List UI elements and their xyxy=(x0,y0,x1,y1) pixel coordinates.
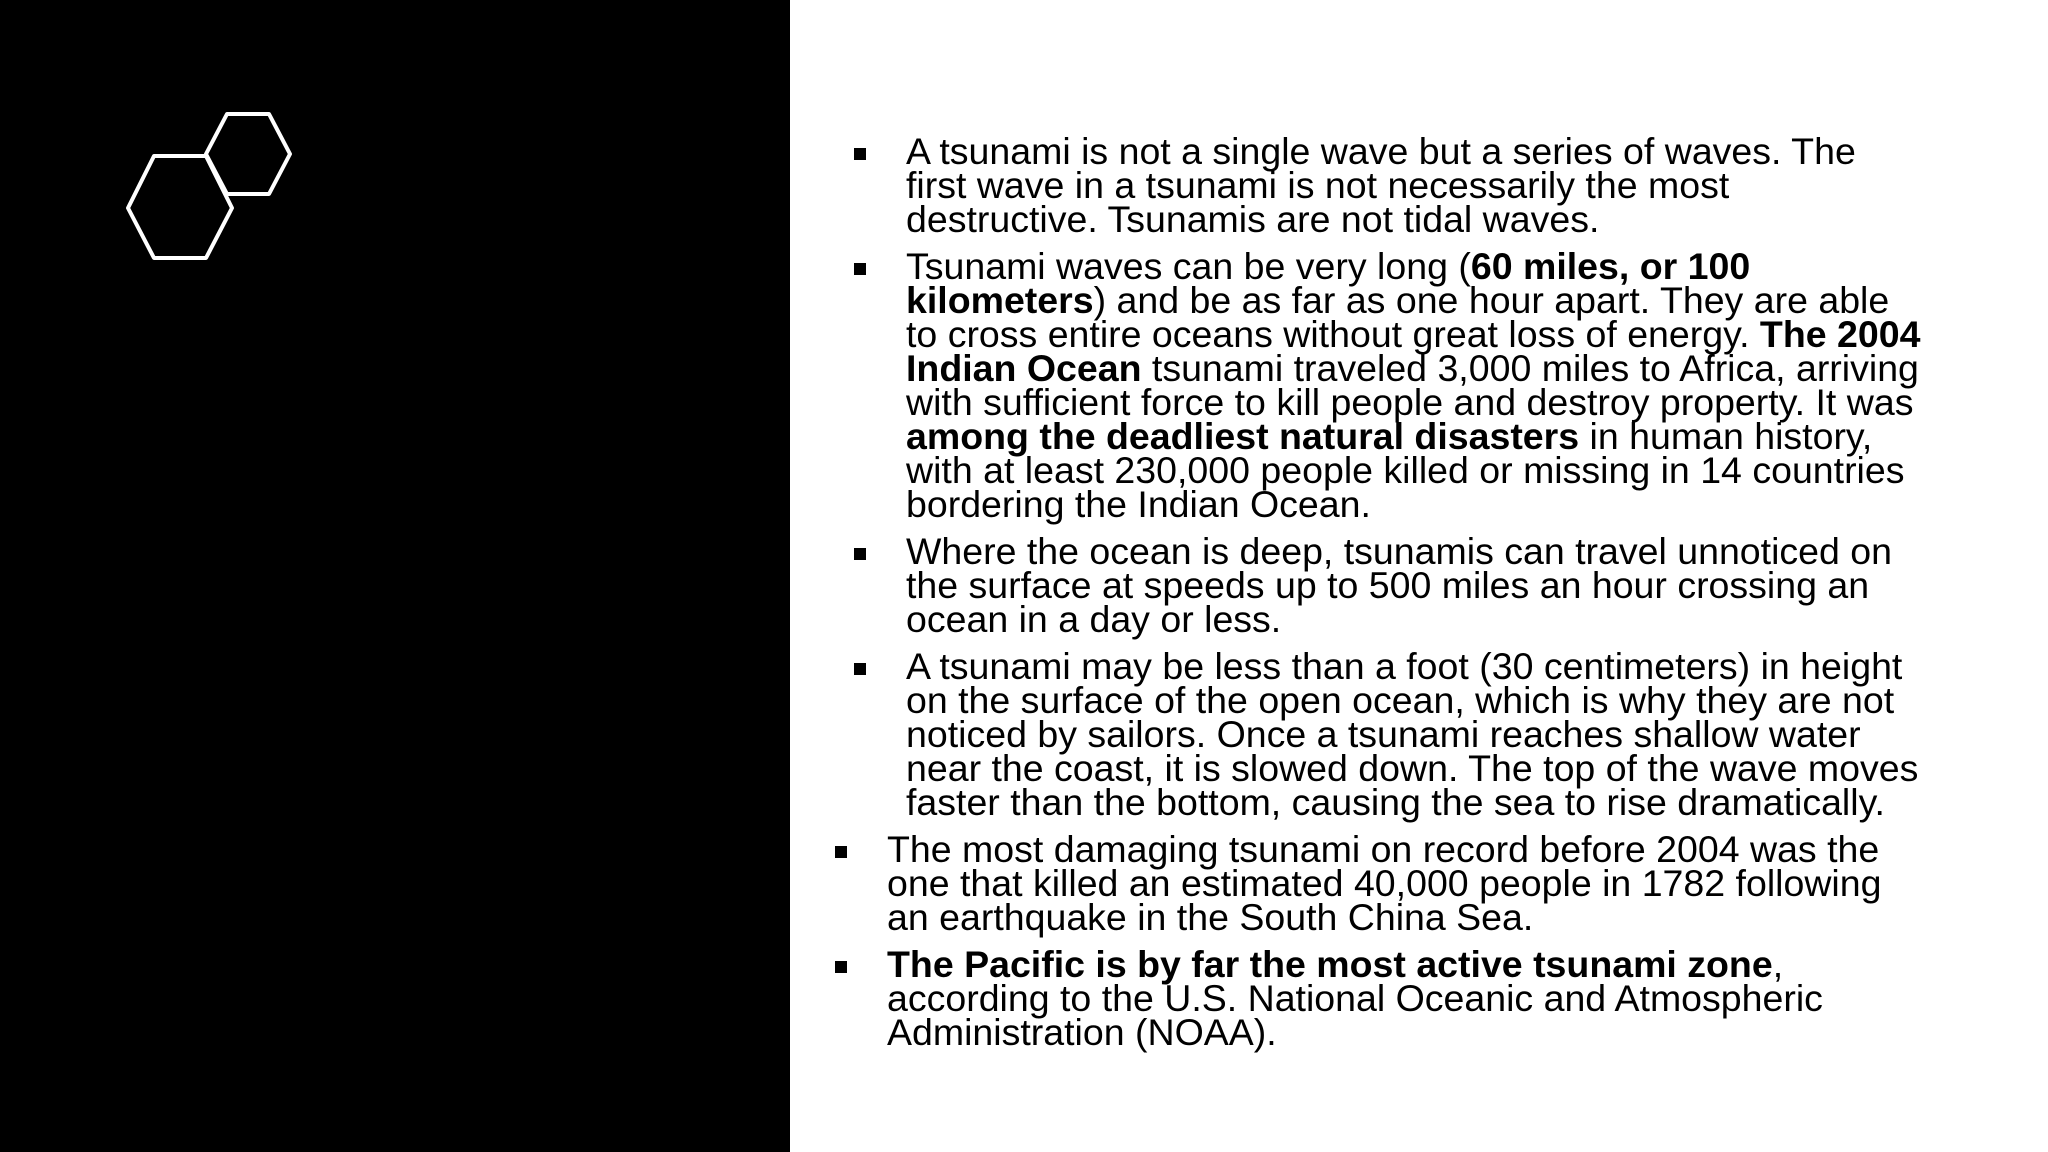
text: faster than the bottom, causing the sea to rise dramatically. xyxy=(906,781,1885,823)
bullet-text-line xyxy=(906,313,2020,355)
bullet-square-icon xyxy=(854,663,866,675)
bullet-text-line xyxy=(906,564,2020,606)
bold-text: kilometers xyxy=(906,279,1094,321)
text: first wave in a tsunami is not necessarily the most xyxy=(906,164,1730,206)
text: the surface at speeds up to 500 miles an hour crossing an xyxy=(906,564,1870,606)
bullet-square-icon xyxy=(835,961,847,973)
text: on the surface of the open ocean, which is why they are not xyxy=(906,679,1895,721)
bullet-text-line xyxy=(906,598,2020,640)
bullet-text-line xyxy=(906,245,2020,287)
bullet-text-line xyxy=(906,347,2020,389)
bullet-item xyxy=(830,245,2020,525)
text: an earthquake in the South China Sea. xyxy=(887,896,1534,938)
text: one that killed an estimated 40,000 people in 1782 following xyxy=(887,862,1882,904)
text: near the coast, it is slowed down. The top of the wave moves xyxy=(906,747,1919,789)
text: Tsunami waves can be very long ( xyxy=(906,245,1471,287)
bold-text: among the deadliest natural disasters xyxy=(906,415,1580,457)
left-black-panel xyxy=(0,0,790,1152)
bullet-text-line xyxy=(906,747,2020,789)
bullet-text-line xyxy=(906,679,2020,721)
bullet-square-icon xyxy=(854,148,866,160)
bullet-item xyxy=(830,943,2020,1053)
text: Where the ocean is deep, tsunamis can travel unnoticed on xyxy=(906,530,1893,572)
bullet-item xyxy=(830,828,2020,938)
bullet-item xyxy=(830,530,2020,640)
bullet-square-icon xyxy=(854,548,866,560)
text: noticed by sailors. Once a tsunami reaches shallow water xyxy=(906,713,1861,755)
bullet-text-line xyxy=(887,862,2020,904)
hexagon-outline-icons xyxy=(124,108,334,268)
bullet-text-line xyxy=(906,483,2020,525)
bold-text: 60 miles, or 100 xyxy=(1470,245,1751,287)
bullet-text-line xyxy=(906,415,2020,457)
bullet-text-line xyxy=(906,164,2020,206)
bullet-text-line xyxy=(887,828,2020,870)
text: A tsunami is not a single wave but a series of waves. The xyxy=(906,130,1856,172)
text: with sufficient force to kill people and destroy property. It was xyxy=(906,381,1914,423)
text: A tsunami may be less than a foot (30 centimeters) in height xyxy=(906,645,1903,687)
bullet-text-line xyxy=(906,781,2020,823)
bullet-text-line xyxy=(906,279,2020,321)
bullet-text-line xyxy=(906,713,2020,755)
text: , xyxy=(1772,943,1784,985)
text: to cross entire oceans without great loss of energy. xyxy=(906,313,1760,355)
bold-text: The 2004 xyxy=(1759,313,1921,355)
bullet-text-line xyxy=(887,1011,2020,1053)
bullet-square-icon xyxy=(854,263,866,275)
bullet-text-line xyxy=(906,645,2020,687)
text: The most damaging tsunami on record before 2004 was the xyxy=(887,828,1880,870)
bullet-text-line xyxy=(906,449,2020,491)
bullet-text-line xyxy=(887,943,2020,985)
text: with at least 230,000 people killed or missing in 14 countries xyxy=(906,449,1905,491)
text: destructive. Tsunamis are not tidal waves. xyxy=(906,198,1600,240)
bullet-text-line xyxy=(887,896,2020,938)
bold-text: The Pacific is by far the most active tsunami zone xyxy=(887,943,1773,985)
text: bordering the Indian Ocean. xyxy=(906,483,1371,525)
bullet-text-line xyxy=(906,381,2020,423)
text: according to the U.S. National Oceanic and Atmospheric xyxy=(887,977,1823,1019)
bullet-item xyxy=(830,130,2020,240)
bullet-text-line xyxy=(906,130,2020,172)
bullet-square-icon xyxy=(835,846,847,858)
bullet-text-area xyxy=(830,130,2020,1062)
bold-text: Indian Ocean xyxy=(906,347,1142,389)
bullet-item xyxy=(830,645,2020,823)
text: in human history, xyxy=(1579,415,1873,457)
bullet-text-line xyxy=(906,198,2020,240)
bullet-text-line xyxy=(887,977,2020,1019)
text: Administration (NOAA). xyxy=(887,1011,1277,1053)
text: tsunami traveled 3,000 miles to Africa, arriving xyxy=(1141,347,1919,389)
bullet-list xyxy=(830,130,2020,1053)
text: ) and be as far as one hour apart. They are able xyxy=(1093,279,1890,321)
bullet-text-line xyxy=(906,530,2020,572)
text: ocean in a day or less. xyxy=(906,598,1282,640)
